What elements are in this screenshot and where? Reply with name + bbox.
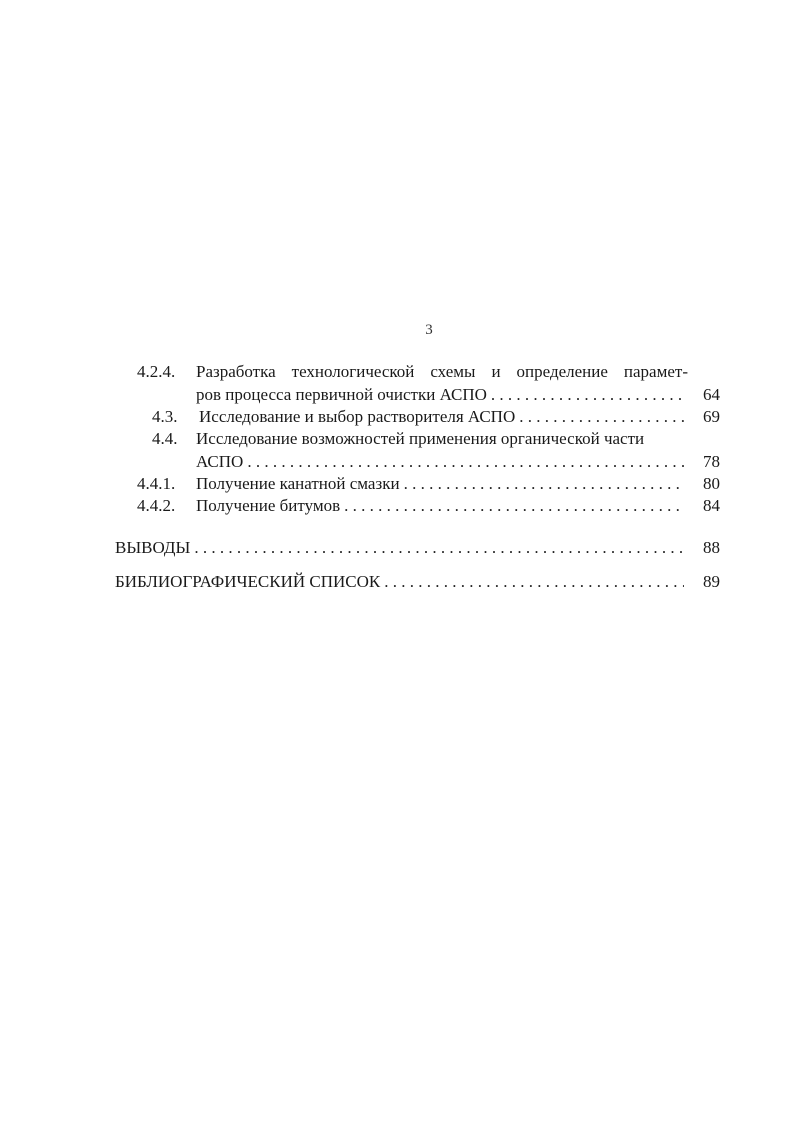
toc-entry-title: Исследование и выбор растворителя АСПО (199, 407, 516, 426)
toc-entry-title: Получение канатной смазки (196, 474, 400, 493)
dot-leader (400, 473, 684, 495)
toc-entry-title: Разработка технологической схемы и определение парамет- (196, 362, 688, 381)
toc-entry-number: 4.3. (152, 407, 178, 426)
toc-entry-number: 4.4. (152, 429, 178, 448)
toc-entry-title: Получение битумов (196, 496, 341, 515)
toc-page-number: 89 (703, 572, 720, 591)
dot-leader (380, 571, 684, 593)
dot-leader (190, 537, 684, 559)
toc-entry-leader (199, 406, 684, 428)
toc-page-number: 78 (703, 452, 720, 471)
toc-entry-title: АСПО (196, 452, 244, 471)
dot-leader (487, 384, 684, 406)
toc-entry-number: 4.2.4. (137, 362, 176, 381)
toc-page-number: 64 (703, 385, 720, 404)
dot-leader (515, 406, 684, 428)
toc-page-number: 80 (703, 474, 720, 493)
toc-entry-leader (115, 537, 684, 559)
toc-entry-title: БИБЛИОГРАФИЧЕСКИЙ СПИСОК (115, 572, 381, 591)
toc-page-number: 84 (703, 496, 720, 515)
dot-leader (243, 451, 684, 473)
toc-entry-leader (115, 571, 684, 593)
toc-entry-leader (196, 384, 684, 406)
toc-page-number: 69 (703, 407, 720, 426)
toc-entry-title: Исследование возможностей применения органической части (196, 429, 645, 448)
toc-entry-leader (196, 451, 684, 473)
page-number: 3 (425, 322, 433, 338)
toc-entry-leader (196, 495, 684, 517)
toc-page-number: 88 (703, 538, 720, 557)
toc-entry-number: 4.4.1. (137, 474, 176, 493)
dot-leader (340, 495, 684, 517)
toc-entry-title: ров процесса первичной очистки АСПО (196, 385, 487, 404)
toc-entry-number: 4.4.2. (137, 496, 176, 515)
toc-entry-title: ВЫВОДЫ (115, 538, 191, 557)
toc-entry-leader (196, 473, 684, 495)
